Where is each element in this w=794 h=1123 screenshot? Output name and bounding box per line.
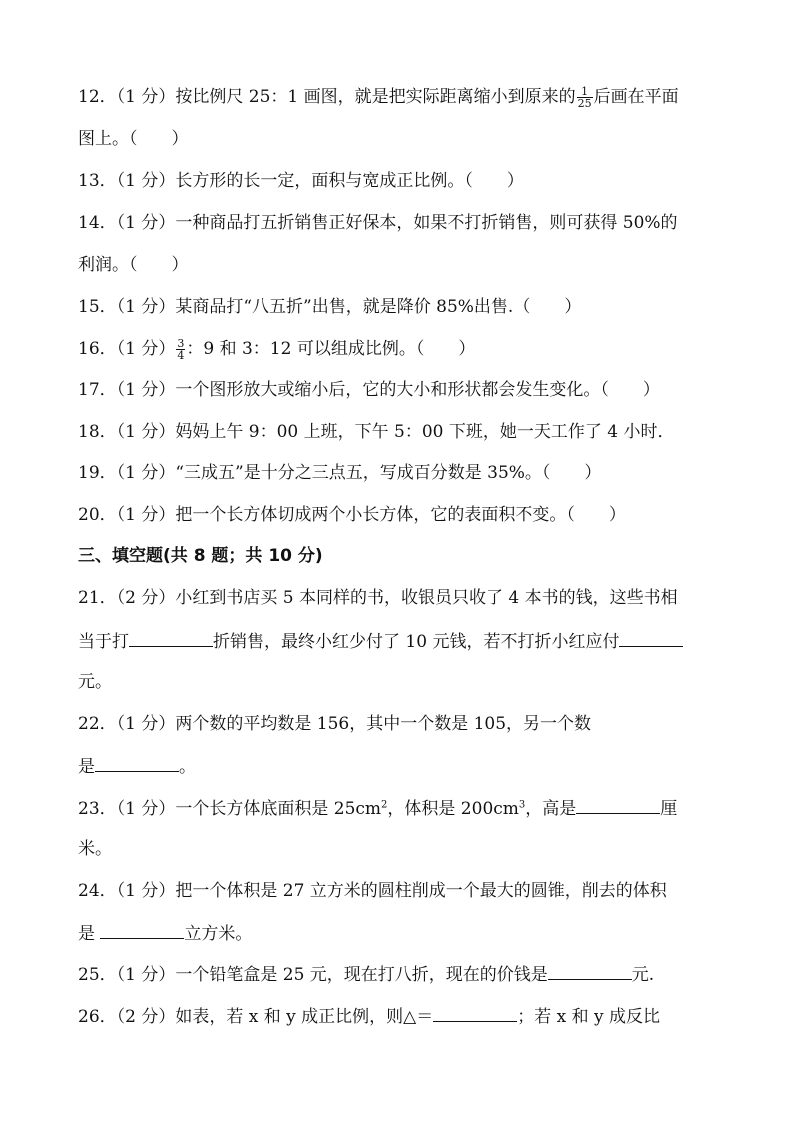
fraction-denominator: 4	[177, 349, 185, 362]
question-24: 24．（1 分）把一个体积是 27 立方米的圆柱削成一个最大的圆锥，削去的体积	[78, 881, 667, 901]
q24-text-a: 是	[78, 924, 101, 944]
q24-text-b: 立方米。	[184, 924, 253, 944]
q25-text-a: 25．（1 分）一个铅笔盒是 25 元，现在打八折，现在的价钱是	[78, 965, 548, 985]
question-12	[78, 85, 679, 109]
q22-text-b: 。	[179, 757, 196, 777]
question-19: 19．（1 分）“三成五”是十分之三点五，写成百分数是 35%。（ ）	[78, 463, 602, 483]
question-22-line2	[78, 753, 196, 779]
superscript: 3	[518, 799, 526, 811]
question-12-line2: 图上。（ ）	[78, 129, 189, 149]
answer-blank[interactable]	[100, 920, 184, 939]
section-heading: 三、填空题(共 8 题；共 10 分)	[78, 546, 323, 566]
question-21-line2	[78, 628, 683, 654]
answer-blank[interactable]	[548, 961, 632, 980]
question-13: 13．（1 分）长方形的长一定，面积与宽成正比例。（ ）	[78, 171, 524, 191]
q16-fraction	[176, 338, 185, 361]
q23-text-b: ，体积是 200cm	[387, 799, 519, 819]
question-14-line2: 利润。（ ）	[78, 255, 189, 275]
q23-text-d: 厘	[660, 799, 678, 819]
question-21-line3: 元。	[78, 672, 112, 692]
q21-text-b: 折销售，最终小红少付了 10 元钱，若不打折小红应付	[213, 632, 620, 652]
question-23	[78, 795, 677, 821]
question-24-line2	[78, 920, 252, 946]
answer-blank[interactable]	[95, 753, 179, 772]
q16-text-end: ：9 和 3：12 可以组成比例。（ ）	[186, 339, 476, 359]
answer-blank[interactable]	[433, 1003, 517, 1022]
question-15: 15．（1 分）某商品打“八五折”出售，就是降价 85%出售.（ ）	[78, 297, 582, 317]
q26-text-b: ；若 x 和 y 成反比	[517, 1007, 661, 1027]
question-18: 18．（1 分）妈妈上午 9：00 上班，下午 5：00 下班，她一天工作了 4 小时．	[78, 422, 675, 442]
q12-text: 12．（1 分）按比例尺 25：1 画图，就是把实际距离缩小到原来的	[78, 87, 576, 107]
answer-blank-2[interactable]	[619, 628, 683, 647]
question-20: 20．（1 分）把一个长方体切成两个小长方体，它的表面积不变。（ ）	[78, 505, 626, 525]
q12-text-end: 后画在平面	[593, 87, 679, 107]
q23-text-a: 23．（1 分）一个长方体底面积是 25cm	[78, 799, 382, 819]
q16-text: 16．（1 分）	[78, 339, 176, 359]
question-17: 17．（1 分）一个图形放大或缩小后，它的大小和形状都会发生变化。（ ）	[78, 380, 660, 400]
q23-text-c: ，高是	[525, 799, 577, 819]
question-16	[78, 337, 475, 361]
fraction-denominator: 25	[577, 97, 592, 110]
q21-text-a: 当于打	[78, 632, 129, 652]
question-25	[78, 961, 654, 987]
answer-blank-1[interactable]	[129, 628, 213, 647]
question-21: 21．（2 分）小红到书店买 5 本同样的书，收银员只收了 4 本书的钱，这些书相	[78, 588, 678, 608]
q22-text-a: 是	[78, 757, 95, 777]
question-14: 14．（1 分）一种商品打五折销售正好保本，如果不打折销售，则可获得 50%的	[78, 213, 678, 233]
question-23-line2: 米。	[78, 839, 112, 859]
superscript: 2	[381, 799, 388, 811]
question-22: 22．（1 分）两个数的平均数是 156，其中一个数是 105，另一个数	[78, 714, 592, 734]
answer-blank[interactable]	[576, 795, 660, 814]
q25-text-b: 元.	[631, 965, 655, 985]
q12-fraction	[577, 86, 593, 109]
fraction-numerator: 1	[577, 86, 593, 98]
question-26	[78, 1003, 660, 1029]
q26-text-a: 26．（2 分）如表，若 x 和 y 成正比例，则△＝	[78, 1007, 434, 1027]
fraction-numerator: 3	[177, 337, 185, 350]
